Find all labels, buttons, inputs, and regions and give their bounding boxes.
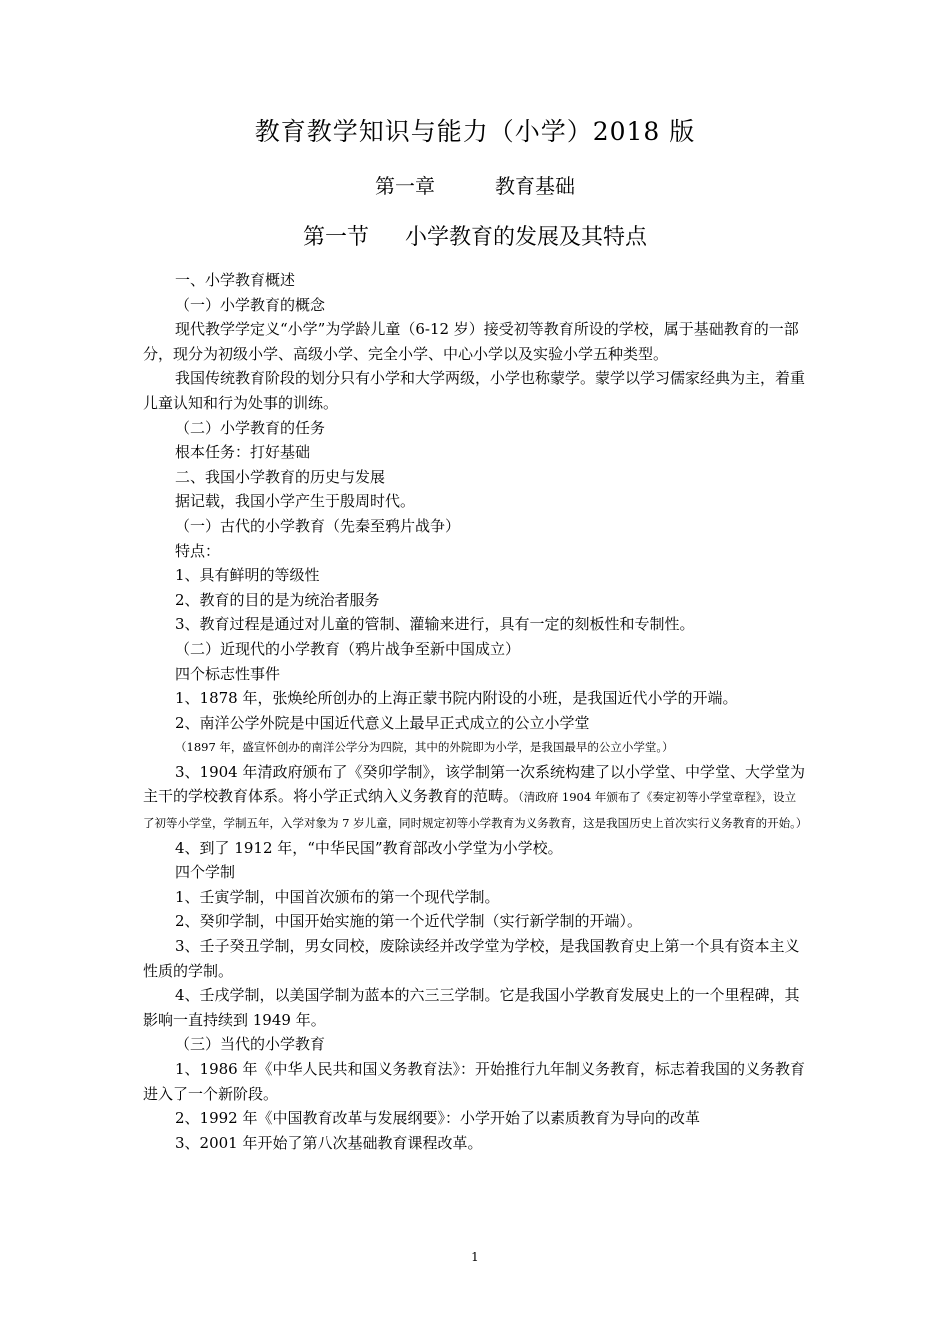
list-item: 2、教育的目的是为统治者服务 xyxy=(175,590,380,609)
document-body xyxy=(143,268,807,1155)
list-item: 2、癸卯学制，中国开始实施的第一个近代学制（实行新学制的开端）。 xyxy=(175,912,643,931)
section-name: 小学教育的发展及其特点 xyxy=(405,225,648,250)
subheading: （一）小学教育的概念 xyxy=(175,295,326,314)
list-item: 4、到了 1912 年，“中华民国”教育部改小学堂为小学校。 xyxy=(175,838,563,857)
note: （清政府 1904 年颁布了《奏定初等小学堂章程》，设立了初等小学堂，学制五年，入学对象为 7 岁儿童，同时规定初等小学教育为义务教育，这是我国历史上首次实行义务教育的开始。） xyxy=(143,790,808,831)
subheading: （二）近现代的小学教育（鸦片战争至新中国成立） xyxy=(175,639,521,658)
note: （1897 年，盛宣怀创办的南洋公学分为四院，其中的外院即为小学，是我国最早的公立小学堂。） xyxy=(175,740,674,755)
chapter-heading xyxy=(0,170,950,199)
section-number: 第一节 xyxy=(302,225,369,250)
list-item: 2、1992 年《中国教育改革与发展纲要》：小学开始了以素质教育为导向的改革 xyxy=(175,1109,700,1128)
list-item: 1、1986 年《中华人民共和国义务教育法》：开始推行九年制义务教育，标志着我国的义务教育进入了一个新阶段。 xyxy=(143,1060,805,1103)
chapter-number: 第一章 xyxy=(375,174,435,198)
heading-1: 一、小学教育概述 xyxy=(175,271,296,289)
paragraph: 四个学制 xyxy=(175,863,236,882)
document-title: 教育教学知识与能力（小学）2018 版 xyxy=(254,117,696,146)
section-heading xyxy=(0,220,950,251)
list-item: 3、教育过程是通过对儿童的管制、灌输来进行，具有一定的刻板性和专制性。 xyxy=(175,615,695,634)
list-item: 3、壬子癸丑学制，男女同校，废除读经并改学堂为学校，是我国教育史上第一个具有资本主义性质的学制。 xyxy=(143,937,800,980)
subheading: （一）古代的小学教育（先秦至鸦片战争） xyxy=(175,516,461,535)
paragraph: 我国传统教育阶段的划分只有小学和大学两级，小学也称蒙学。蒙学以学习儒家经典为主，着重儿童认知和行为处事的训练。 xyxy=(143,369,806,412)
list-item xyxy=(143,760,807,836)
chapter-name: 教育基础 xyxy=(495,174,575,198)
paragraph: 现代教学学定义“小学”为学龄儿童（6-12 岁）接受初等教育所设的学校，属于基础教育的一部分，现分为初级小学、高级小学、完全小学、中心小学以及实验小学五种类型。 xyxy=(143,320,799,363)
list-item: 1、1878 年，张焕纶所创办的上海正蒙书院内附设的小班，是我国近代小学的开端。 xyxy=(175,689,738,708)
subheading: （二）小学教育的任务 xyxy=(175,418,326,437)
list-item-text: 3、1904 年清政府颁布了《癸卯学制》，该学制第一次系统构建了以小学堂、中学堂、大学堂为主干的学校教育体系。将小学正式纳入义务教育的范畴。 xyxy=(143,762,805,806)
list-item: 1、具有鲜明的等级性 xyxy=(175,566,320,585)
list-item: 3、2001 年开始了第八次基础教育课程改革。 xyxy=(175,1133,483,1152)
subheading: （三）当代的小学教育 xyxy=(175,1035,326,1054)
paragraph: 据记载，我国小学产生于殷周时代。 xyxy=(175,492,416,511)
page-number: 1 xyxy=(471,1250,479,1264)
list-item: 4、壬戌学制，以美国学制为蓝本的六三三学制。它是我国小学教育发展史上的一个里程碑，其影响一直持续到 1949 年。 xyxy=(143,986,800,1029)
list-item: 1、壬寅学制，中国首次颁布的第一个现代学制。 xyxy=(175,887,500,906)
heading-2: 二、我国小学教育的历史与发展 xyxy=(175,467,386,486)
list-item: 2、南洋公学外院是中国近代意义上最早正式成立的公立小学堂 xyxy=(175,713,590,732)
paragraph: 根本任务：打好基础 xyxy=(175,443,311,462)
paragraph: 特点： xyxy=(175,541,221,560)
paragraph: 四个标志性事件 xyxy=(175,664,281,683)
